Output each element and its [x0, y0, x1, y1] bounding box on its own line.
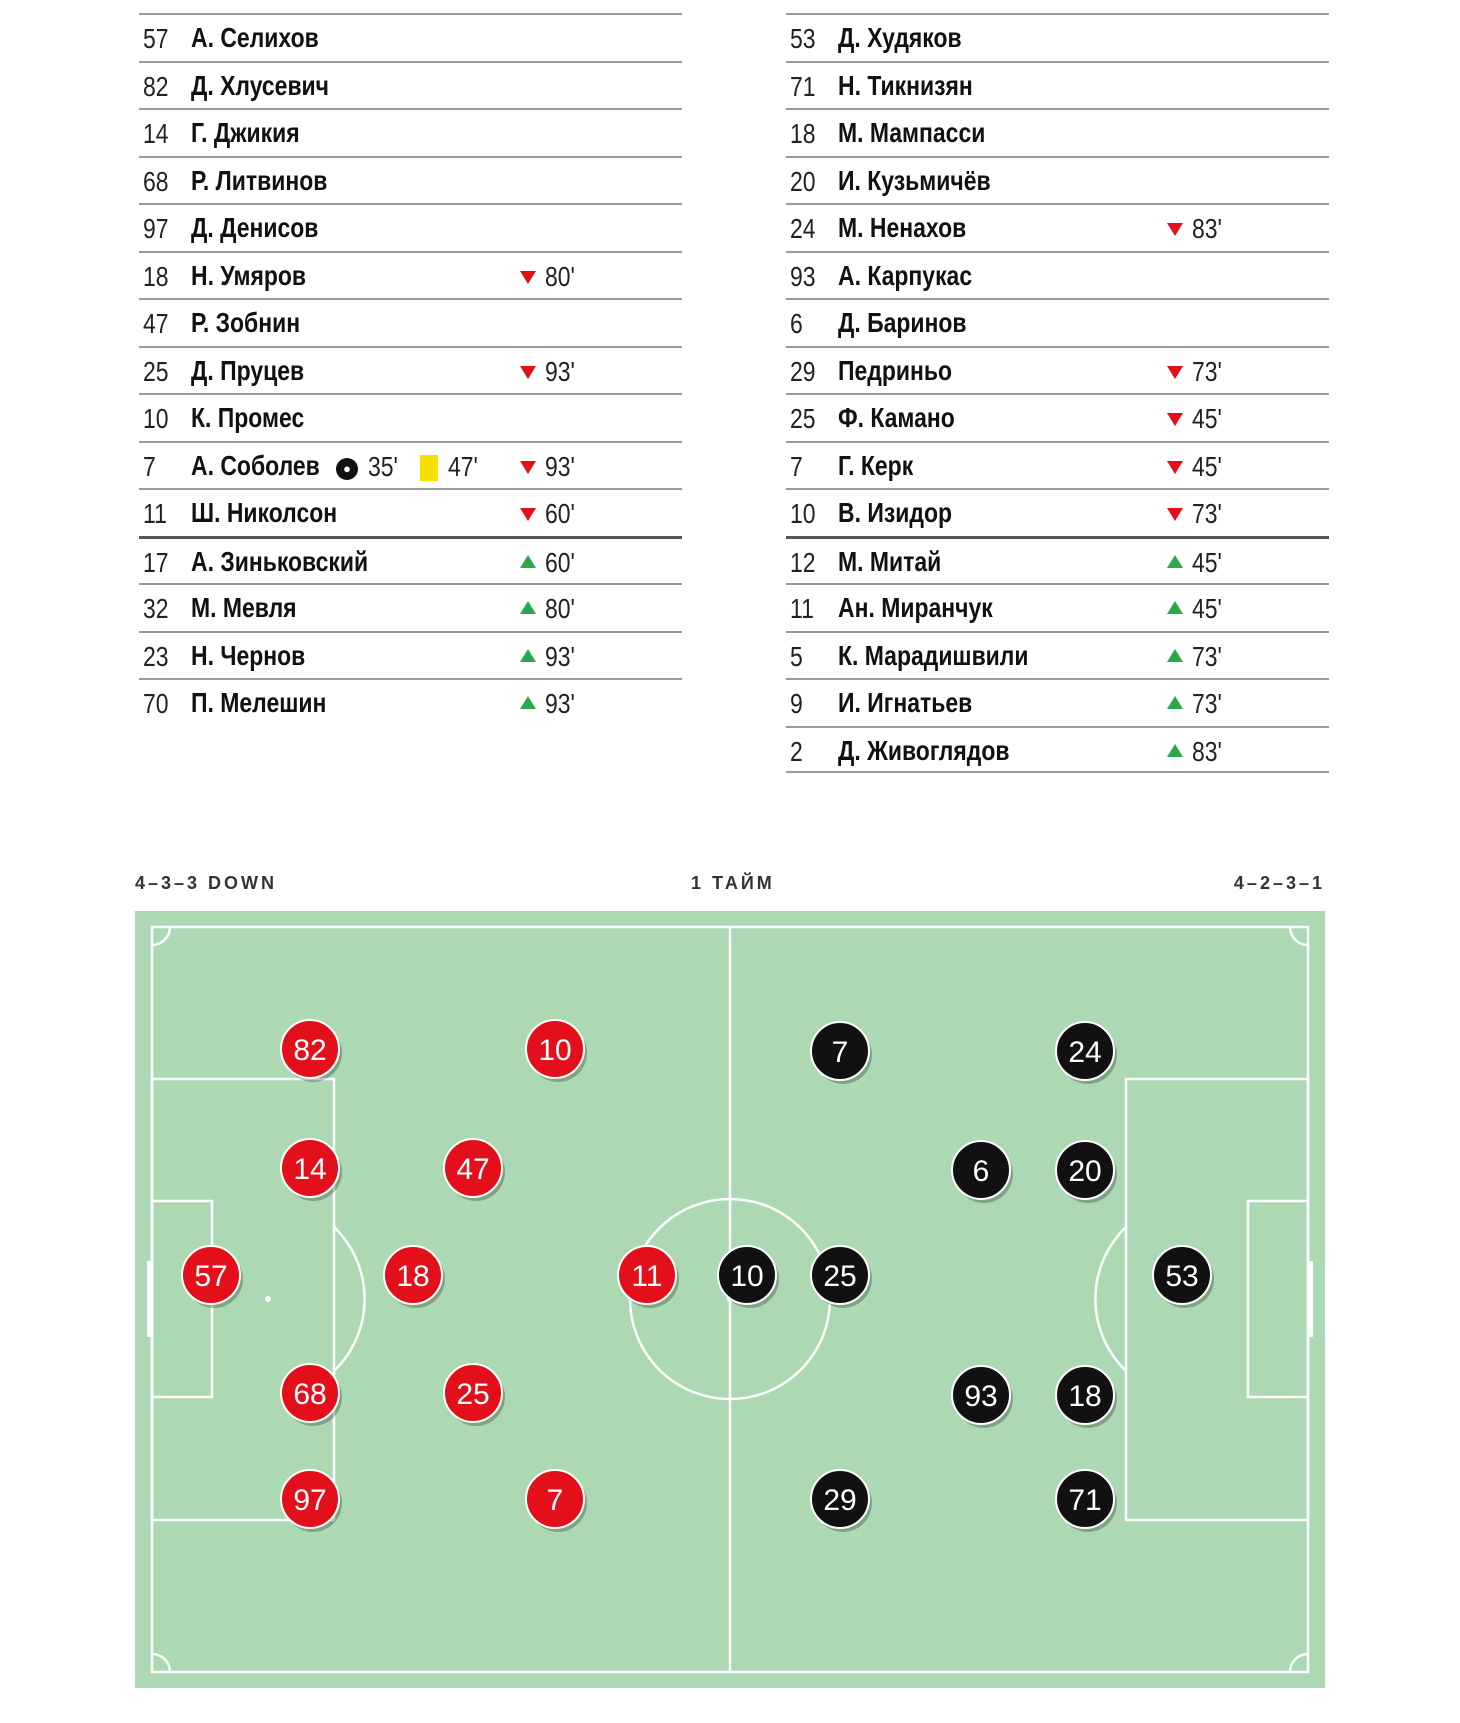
token-number: 71 [1068, 1484, 1102, 1517]
sub-off-minute: 73' [1192, 498, 1222, 529]
sub-off-arrow-icon [520, 271, 536, 284]
player-name: Н. Умяров [191, 259, 307, 291]
token-number: 10 [730, 1260, 764, 1293]
player-row [786, 488, 1329, 536]
sub-on-arrow-icon [1167, 555, 1183, 568]
token-number: 57 [194, 1260, 228, 1293]
token-number: 24 [1068, 1036, 1102, 1069]
player-row [139, 536, 682, 584]
player-number: 57 [143, 23, 169, 54]
player-name: Д. Пруцев [191, 354, 305, 386]
player-row [786, 61, 1329, 109]
player-number: 18 [143, 260, 169, 292]
token-number: 53 [1165, 1260, 1199, 1293]
token-number: 25 [456, 1378, 490, 1411]
player-row [139, 583, 682, 631]
player-number: 47 [143, 308, 169, 339]
sub-off-minute: 80' [545, 260, 575, 292]
token-number: 68 [293, 1378, 327, 1411]
player-number: 32 [143, 593, 169, 624]
player-number: 7 [143, 450, 156, 482]
player-number: 29 [790, 355, 816, 387]
sub-off-arrow-icon [1167, 508, 1183, 521]
player-number: 23 [143, 640, 169, 672]
sub-on-minute: 73' [1192, 688, 1222, 719]
player-number: 93 [790, 260, 816, 292]
player-name: М. Мампасси [838, 117, 986, 148]
token-number: 20 [1068, 1155, 1102, 1188]
player-name: Д. Баринов [838, 307, 967, 338]
player-row [139, 678, 682, 726]
player-row [786, 156, 1329, 204]
sub-off-minute: 45' [1192, 403, 1222, 434]
player-row [786, 251, 1329, 299]
yellow-card-minute: 47' [448, 450, 478, 482]
sub-on-arrow-icon [520, 555, 536, 568]
token-number: 6 [972, 1155, 990, 1188]
player-name: А. Зиньковский [191, 545, 369, 577]
player-number: 7 [790, 450, 803, 482]
sub-on-minute: 93' [545, 640, 575, 672]
player-name: К. Промес [191, 402, 305, 433]
player-number: 11 [143, 498, 167, 529]
sub-off-arrow-icon [1167, 413, 1183, 426]
sub-off-minute: 93' [545, 355, 575, 387]
ball-icon: ● [336, 458, 358, 480]
player-name: К. Марадишвили [838, 639, 1029, 671]
player-row [786, 536, 1329, 584]
player-number: 68 [143, 165, 169, 197]
player-name: Педриньо [838, 354, 952, 386]
sub-on-minute: 93' [545, 688, 575, 719]
player-name: Д. Хлусевич [191, 69, 330, 101]
sub-off-arrow-icon [1167, 223, 1183, 236]
token-number: 82 [293, 1034, 327, 1067]
player-row [139, 156, 682, 204]
player-row [139, 346, 682, 394]
sub-on-minute: 73' [1192, 640, 1222, 672]
player-number: 71 [790, 70, 816, 102]
player-number: 17 [143, 546, 169, 578]
player-number: 53 [790, 23, 816, 54]
sub-off-arrow-icon [1167, 461, 1183, 474]
player-row [786, 13, 1329, 61]
sub-off-arrow-icon [520, 508, 536, 521]
sub-off-minute: 93' [545, 450, 575, 482]
player-name: Н. Тикнизян [838, 69, 973, 101]
player-row [786, 631, 1329, 679]
sub-on-arrow-icon [1167, 744, 1183, 757]
sub-on-arrow-icon [520, 649, 536, 662]
player-row [786, 678, 1329, 726]
player-row [786, 393, 1329, 441]
player-row [786, 108, 1329, 156]
token-number: 14 [293, 1153, 327, 1186]
sub-on-minute: 60' [545, 546, 575, 578]
player-number: 25 [790, 403, 816, 434]
player-name: М. Мевля [191, 592, 297, 623]
sub-on-arrow-icon [520, 601, 536, 614]
sub-on-arrow-icon [1167, 601, 1183, 614]
player-name: Р. Зобнин [191, 307, 301, 338]
player-number: 12 [790, 546, 816, 578]
player-row [786, 583, 1329, 631]
player-name: Ф. Камано [838, 402, 955, 433]
player-number: 5 [790, 640, 803, 672]
player-row [139, 61, 682, 109]
away-lineup [786, 13, 1329, 773]
player-name: Р. Литвинов [191, 164, 328, 196]
player-row [139, 441, 682, 489]
player-name: А. Селихов [191, 22, 319, 53]
pitch [135, 911, 1325, 1688]
player-name: Г. Керк [838, 449, 914, 481]
player-name: И. Кузьмичёв [838, 164, 991, 196]
player-number: 70 [143, 688, 169, 719]
token-number: 7 [546, 1484, 564, 1517]
player-name: Ан. Миранчук [838, 592, 993, 623]
sub-on-arrow-icon [1167, 696, 1183, 709]
token-number: 7 [831, 1036, 849, 1069]
player-number: 10 [143, 403, 169, 434]
player-row [139, 393, 682, 441]
player-number: 25 [143, 355, 169, 387]
player-name: М. Митай [838, 545, 942, 577]
pitch-svg [135, 911, 1325, 1688]
player-name: Д. Худяков [838, 22, 962, 53]
player-name: М. Ненахов [838, 212, 967, 243]
goal-minute: 35' [368, 450, 398, 482]
player-name: П. Мелешин [191, 687, 327, 718]
player-name: И. Игнатьев [838, 687, 973, 718]
token-number: 29 [823, 1484, 857, 1517]
sub-off-minute: 45' [1192, 450, 1222, 482]
token-number: 97 [293, 1484, 327, 1517]
away-formation: 4–2–3–1 [1233, 873, 1325, 893]
home-formation: 4–3–3 DOWN [135, 873, 278, 893]
player-number: 82 [143, 70, 169, 102]
token-number: 93 [964, 1380, 998, 1413]
player-row [139, 13, 682, 61]
sub-on-minute: 80' [545, 593, 575, 624]
player-row [139, 251, 682, 299]
player-row [786, 346, 1329, 394]
sub-on-minute: 45' [1192, 593, 1222, 624]
player-number: 24 [790, 213, 816, 244]
player-name: Н. Чернов [191, 639, 306, 671]
sub-off-arrow-icon [1167, 366, 1183, 379]
sub-on-minute: 83' [1192, 735, 1222, 767]
player-row [786, 726, 1329, 774]
token-number: 18 [396, 1260, 430, 1293]
player-row [139, 631, 682, 679]
sub-on-minute: 45' [1192, 546, 1222, 578]
token-number: 25 [823, 1260, 857, 1293]
player-number: 97 [143, 213, 169, 244]
player-number: 14 [143, 118, 169, 149]
sub-off-minute: 83' [1192, 213, 1222, 244]
player-row [786, 203, 1329, 251]
player-number: 6 [790, 308, 803, 339]
player-row [139, 298, 682, 346]
sub-off-minute: 60' [545, 498, 575, 529]
player-name: Д. Денисов [191, 212, 319, 243]
home-lineup [139, 13, 682, 726]
player-name: Д. Живоглядов [838, 734, 1010, 766]
player-name: Г. Джикия [191, 117, 300, 148]
formation-bar [135, 873, 1325, 897]
player-name: Ш. Николсон [191, 497, 338, 528]
player-row [139, 203, 682, 251]
player-number: 18 [790, 118, 816, 149]
player-name: В. Изидор [838, 497, 952, 528]
sub-off-arrow-icon [520, 366, 536, 379]
token-number: 11 [631, 1260, 663, 1293]
player-row [139, 108, 682, 156]
sub-on-arrow-icon [520, 696, 536, 709]
token-number: 47 [456, 1153, 490, 1186]
yellow-card-icon [420, 455, 438, 481]
token-number: 10 [538, 1034, 572, 1067]
sub-off-minute: 73' [1192, 355, 1222, 387]
sub-off-arrow-icon [520, 461, 536, 474]
player-number: 2 [790, 735, 803, 767]
token-number: 18 [1068, 1380, 1102, 1413]
player-number: 20 [790, 165, 816, 197]
player-number: 10 [790, 498, 816, 529]
sub-on-arrow-icon [1167, 649, 1183, 662]
period-label: 1 ТАЙМ [691, 873, 775, 893]
player-row [786, 441, 1329, 489]
player-number: 11 [790, 593, 814, 624]
player-name: А. Соболев [191, 449, 320, 481]
player-number: 9 [790, 688, 803, 719]
player-name: А. Карпукас [838, 259, 973, 291]
player-row [139, 488, 682, 536]
player-row [786, 298, 1329, 346]
